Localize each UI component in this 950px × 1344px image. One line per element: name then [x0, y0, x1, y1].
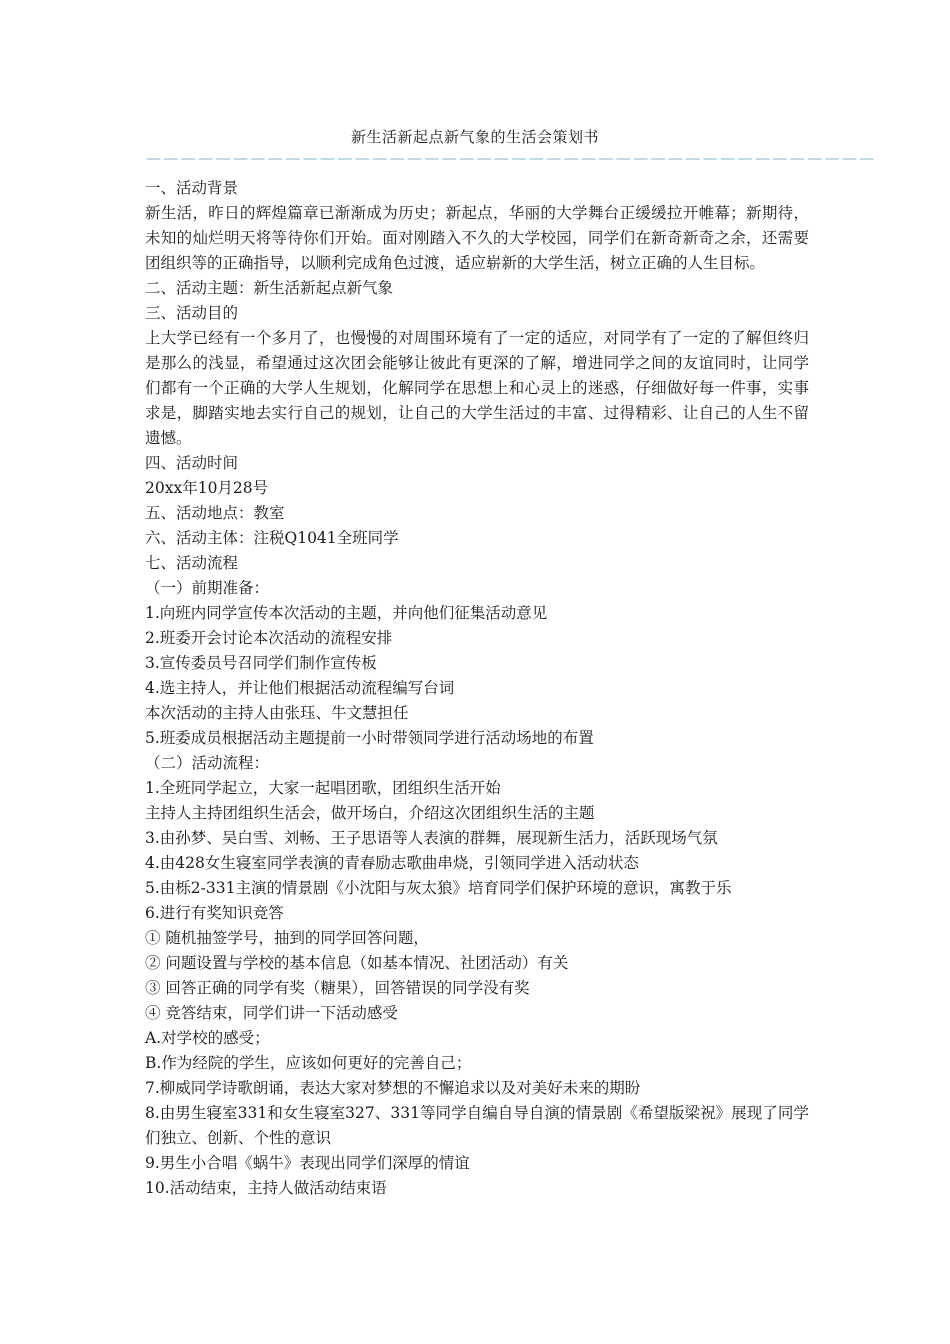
section-heading-process: 七、活动流程: [145, 554, 239, 572]
list-item: 10.活动结束，主持人做活动结束语: [145, 1179, 387, 1197]
background-paragraph: 新生活，昨日的辉煌篇章已渐渐成为历史；新起点，华丽的大学舞台正缓缓拉开帷幕；新期待，未知的灿烂明天将等待你们开始。面对刚踏入不久的大学校园，同学们在新奇新奇之余，还需要团组织等的正确指导，以顺利完成角色过渡，适应崭新的大学生活，树立正确的人生目标。: [145, 204, 809, 272]
section-heading-background: 一、活动背景: [145, 179, 239, 197]
section-heading-location: 五、活动地点：教室: [145, 504, 285, 522]
list-item: 本次活动的主持人由张珏、牛文慧担任: [145, 704, 409, 722]
list-item: 8.由男生寝室331和女生寝室327、331等同学自编自导自演的情景剧《希望版梁祝》展现了同学们独立、创新、个性的意识: [145, 1104, 809, 1147]
list-item: A.对学校的感受；: [145, 1029, 270, 1047]
title-divider: ——————————————————————————————————————————: [146, 149, 877, 167]
list-item: 7.柳威同学诗歌朗诵，表达大家对梦想的不懈追求以及对美好未来的期盼: [145, 1079, 641, 1097]
list-item: 9.男生小合唱《蜗牛》表现出同学们深厚的情谊: [145, 1154, 470, 1172]
list-item: 5.班委成员根据活动主题提前一小时带领同学进行活动场地的布置: [145, 729, 594, 747]
section-heading-purpose: 三、活动目的: [145, 304, 239, 322]
list-item: B.作为经院的学生，应该如何更好的完善自己；: [145, 1054, 472, 1072]
list-item: 4.由428女生寝室同学表演的青春励志歌曲串烧，引领同学进入活动状态: [145, 854, 639, 872]
list-item: ② 问题设置与学校的基本信息（如基本情况、社团活动）有关: [145, 954, 569, 972]
event-date: 20xx年10月28号: [145, 479, 269, 497]
list-item: 主持人主持团组织生活会，做开场白，介绍这次团组织生活的主题: [145, 804, 595, 822]
subsection-process: （二）活动流程：: [145, 754, 270, 772]
section-heading-participants: 六、活动主体：注税Q1041全班同学: [145, 529, 399, 547]
subsection-preparation: （一）前期准备：: [145, 579, 270, 597]
list-item: 3.宣传委员号召同学们制作宣传板: [145, 654, 377, 672]
list-item: 3.由孙梦、吴白雪、刘畅、王子思语等人表演的群舞，展现新生活力，活跃现场气氛: [145, 829, 718, 847]
document-title: 新生活新起点新气象的生活会策划书: [350, 128, 599, 146]
list-item: 4.选主持人，并让他们根据活动流程编写台词: [145, 679, 455, 697]
purpose-paragraph: 上大学已经有一个多月了，也慢慢的对周围环境有了一定的适应，对同学有了一定的了解但终归是那么的浅显，希望通过这次团会能够让彼此有更深的了解，增进同学之间的友谊同时，让同学们都有一个正确的大学人生规划，化解同学在思想上和心灵上的迷惑，仔细做好每一件事，实事求是，脚踏实地去实行自己的规划，让自己的大学生活过的丰富、过得精彩、让自己的人生不留遗憾。: [145, 329, 809, 447]
document-body: [145, 176, 809, 1201]
list-item: 1.全班同学起立，大家一起唱团歌，团组织生活开始: [145, 779, 501, 797]
list-item: 5.由栎2-331主演的情景剧《小沈阳与灰太狼》培育同学们保护环境的意识，寓教于乐: [145, 879, 732, 897]
section-heading-theme: 二、活动主题：新生活新起点新气象: [145, 279, 394, 297]
list-item: 6.进行有奖知识竞答: [145, 904, 284, 922]
list-item: 1.向班内同学宣传本次活动的主题，并向他们征集活动意见: [145, 604, 548, 622]
list-item: 2.班委开会讨论本次活动的流程安排: [145, 629, 393, 647]
list-item: ③ 回答正确的同学有奖（糖果），回答错误的同学没有奖: [145, 979, 530, 997]
list-item: ④ 竞答结束，同学们讲一下活动感受: [145, 1004, 398, 1022]
section-heading-time: 四、活动时间: [145, 454, 239, 472]
list-item: ① 随机抽签学号，抽到的同学回答问题，: [145, 929, 429, 947]
